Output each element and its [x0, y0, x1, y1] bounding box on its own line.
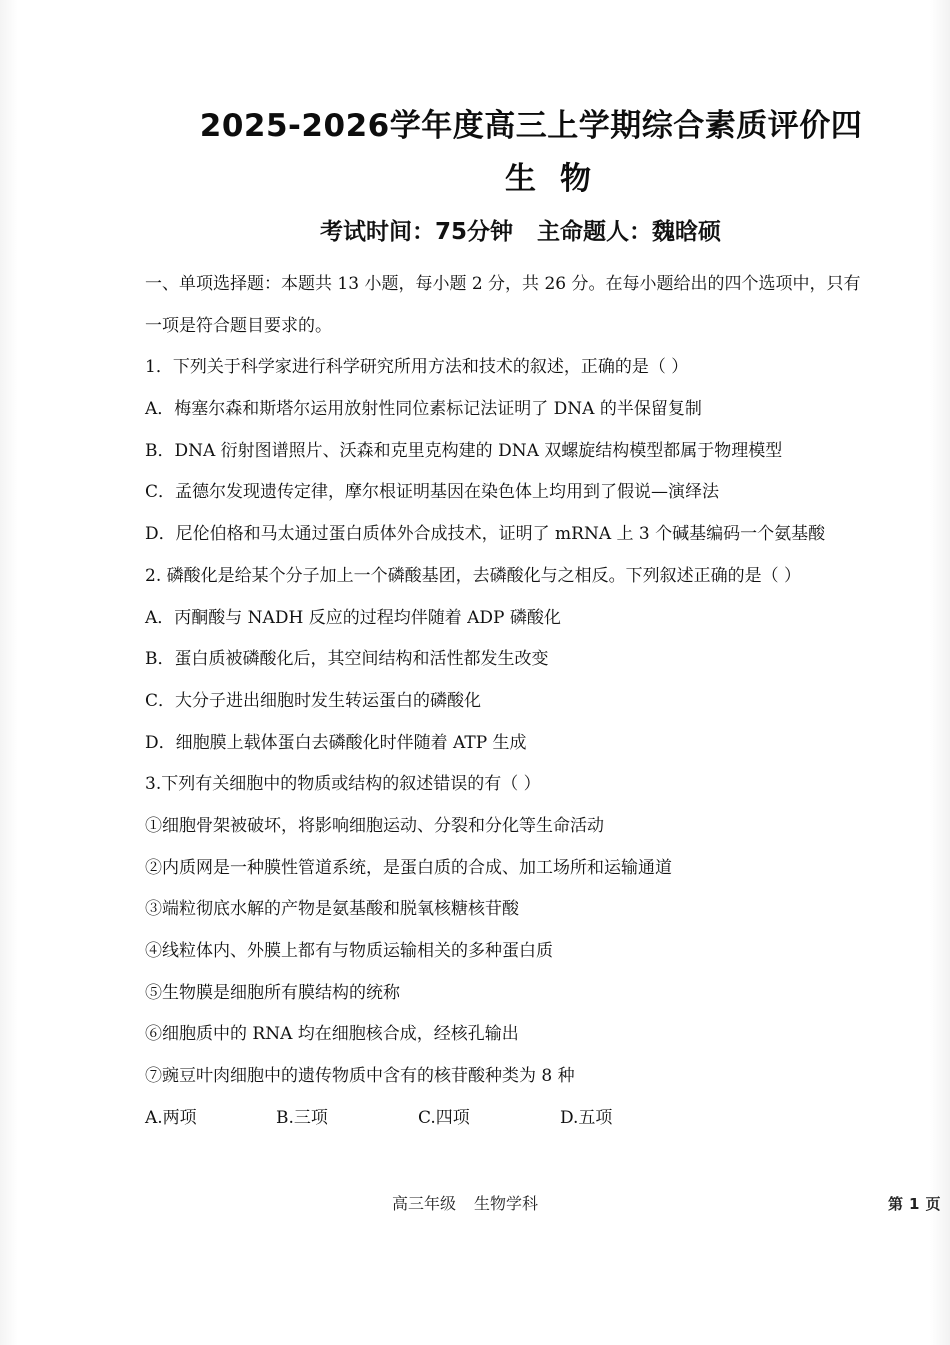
footer-grade: 高三年级	[392, 1194, 457, 1213]
exam-meta	[320, 214, 721, 250]
question-1-option-d: D．尼伦伯格和马太通过蛋白质体外合成技术，证明了 mRNA 上 3 个碱基编码一个氨基酸	[145, 524, 826, 545]
question-3-statement-7: ⑦豌豆叶肉细胞中的遗传物质中含有的核苷酸种类为 8 种	[145, 1066, 575, 1087]
question-3-statement-5: ⑤生物膜是细胞所有膜结构的统称	[145, 982, 400, 1003]
question-1-stem: 1．下列关于科学家进行科学研究所用方法和技术的叙述，正确的是（ ）	[145, 357, 689, 378]
subject-char-1: 生	[505, 161, 536, 197]
question-2-option-c: C．大分子进出细胞时发生转运蛋白的磷酸化	[145, 690, 482, 711]
subject-char-2: 物	[560, 161, 591, 197]
question-3-answer-a: A.两项	[145, 1107, 197, 1128]
section-intro-line-1: 一、单项选择题：本题共 13 小题，每小题 2 分，共 26 分。在每小题给出的四个选项中，只有	[145, 274, 861, 294]
footer-subject: 生物学科	[474, 1194, 539, 1213]
question-3-stem: 3.下列有关细胞中的物质或结构的叙述错误的有（ ）	[145, 774, 541, 795]
exam-setter: 主命题人：魏晗硕	[537, 219, 722, 245]
question-1-option-b: B．DNA 衍射图谱照片、沃森和克里克构建的 DNA 双螺旋结构模型都属于物理模型	[145, 440, 783, 461]
page-suffix: 页	[925, 1195, 941, 1213]
question-3-statement-1: ①细胞骨架被破坏，将影响细胞运动、分裂和分化等生命活动	[145, 815, 604, 836]
footer-course	[392, 1188, 538, 1220]
page-prefix: 第	[888, 1195, 904, 1213]
question-2-option-a: A．丙酮酸与 NADH 反应的过程均伴随着 ADP 磷酸化	[145, 607, 561, 628]
question-2-option-b: B．蛋白质被磷酸化后，其空间结构和活性都发生改变	[145, 649, 549, 670]
question-3-statement-6: ⑥细胞质中的 RNA 均在细胞核合成，经核孔输出	[145, 1024, 519, 1045]
page-footer	[0, 1188, 950, 1220]
footer-page-number	[888, 1188, 940, 1220]
question-1-option-a: A．梅塞尔森和斯塔尔运用放射性同位素标记法证明了 DNA 的半保留复制	[145, 399, 702, 420]
question-2-stem: 2. 磷酸化是给某个分子加上一个磷酸基团，去磷酸化与之相反。下列叙述正确的是（ ）	[145, 565, 802, 586]
page-number: 1	[909, 1195, 920, 1213]
question-3-answer-b: B.三项	[276, 1107, 328, 1128]
subject-title	[0, 157, 950, 201]
question-3-answer-c: C.四项	[418, 1107, 470, 1128]
question-3-statement-3: ③端粒彻底水解的产物是氨基酸和脱氧核糖核苷酸	[145, 899, 519, 920]
question-2-option-d: D．细胞膜上载体蛋白去磷酸化时伴随着 ATP 生成	[145, 732, 527, 753]
question-3-answers	[145, 1098, 925, 1140]
exam-title: 2025-2026学年度高三上学期综合素质评价四	[199, 108, 863, 144]
question-3-statement-2: ②内质网是一种膜性管道系统，是蛋白质的合成、加工场所和运输通道	[145, 857, 672, 878]
question-3-answer-d: D.五项	[560, 1107, 613, 1128]
exam-content	[145, 264, 925, 1139]
exam-time: 考试时间：75分钟	[320, 219, 514, 245]
question-3-statement-4: ④线粒体内、外膜上都有与物质运输相关的多种蛋白质	[145, 941, 553, 961]
question-1-option-c: C．孟德尔发现遗传定律，摩尔根证明基因在染色体上均用到了假说—演绎法	[145, 482, 720, 503]
section-intro-line-2: 一项是符合题目要求的。	[145, 315, 332, 336]
